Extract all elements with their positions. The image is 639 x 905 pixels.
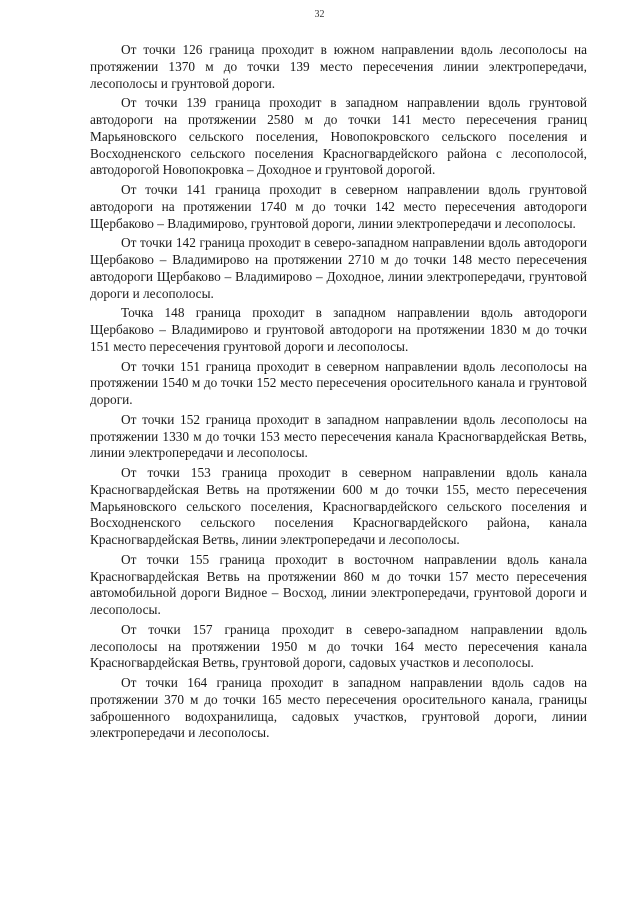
paragraph: От точки 157 граница проходит в северо-западном направлении вдоль лесополосы на протяжении 1950 м до точки 164 место пересечения канала Красногвардейская Ветвь, грунтовой дороги, садовых участков и лесополосы. [90, 621, 587, 671]
paragraph: От точки 151 граница проходит в северном направлении вдоль лесополосы на протяжении 1540 м до точки 152 место пересечения оросительного канала и грунтовой дороги. [90, 358, 587, 407]
paragraph: Точка 148 граница проходит в западном направлении вдоль автодороги Щербаково – Владимирово и грунтовой автодороги на протяжении 1830 м до точки 151 место пересечения грунтовой дороги и лесополосы. [90, 305, 587, 354]
paragraph: От точки 164 граница проходит в западном направлении вдоль садов на протяжении 370 м до точки 165 место пересечения оросительного канала, границы заброшенного водохранилища, садовых участков, грунтовой дороги, линии электропередачи и лесополосы. [90, 675, 587, 741]
document-body [90, 42, 587, 745]
paragraph: От точки 155 граница проходит в восточном направлении вдоль канала Красногвардейская Ветвь на протяжении 860 м до точки 157 место пересечения автомобильной дороги Видное – Восход, линии электропередачи, грунтовой дороги и лесополосы. [90, 551, 587, 617]
paragraph: От точки 126 граница проходит в южном направлении вдоль лесополосы на протяжении 1370 м до точки 139 место пересечения линии электропередачи, лесополосы и грунтовой дороги. [90, 42, 587, 91]
paragraph: От точки 152 граница проходит в западном направлении вдоль лесополосы на протяжении 1330 м до точки 153 место пересечения канала Красногвардейская Ветвь, линии электропередачи и лесополосы. [90, 411, 587, 461]
paragraph: От точки 142 граница проходит в северо-западном направлении вдоль автодороги Щербаково – Владимирово на протяжении 2710 м до точки 148 место пересечения автодороги Щербаково – Владимирово – Доходное, линии электропередачи, грунтовой дороги и лесополосы. [90, 235, 587, 301]
paragraph: От точки 153 граница проходит в северном направлении вдоль канала Красногвардейская Ветвь на протяжении 600 м до точки 155, место пересечения Марьяновского сельского поселения, Красногвардейского сельского поселения и Восходненского сельского поселения Красногвардейского района, канала Красногвардейская Ветвь, линии электропередачи и лесополосы. [90, 465, 587, 547]
page-number: 32 [314, 9, 325, 20]
paragraph: От точки 141 граница проходит в северном направлении вдоль грунтовой автодороги на протяжении 1740 м до точки 142 место пересечения автодороги Щербаково – Владимирово, грунтовой дороги, линии электропередачи и лесополосы. [90, 182, 587, 231]
paragraph: От точки 139 граница проходит в западном направлении вдоль грунтовой автодороги на протяжении 2580 м до точки 141 место пересечения границ Марьяновского сельского поселения, Новопокровского сельского поселения и Восходненского сельского поселения Красногвардейского района с лесополосой, автодорогой Новопокровка – Доходное и грунтовой дорогой. [90, 95, 587, 178]
